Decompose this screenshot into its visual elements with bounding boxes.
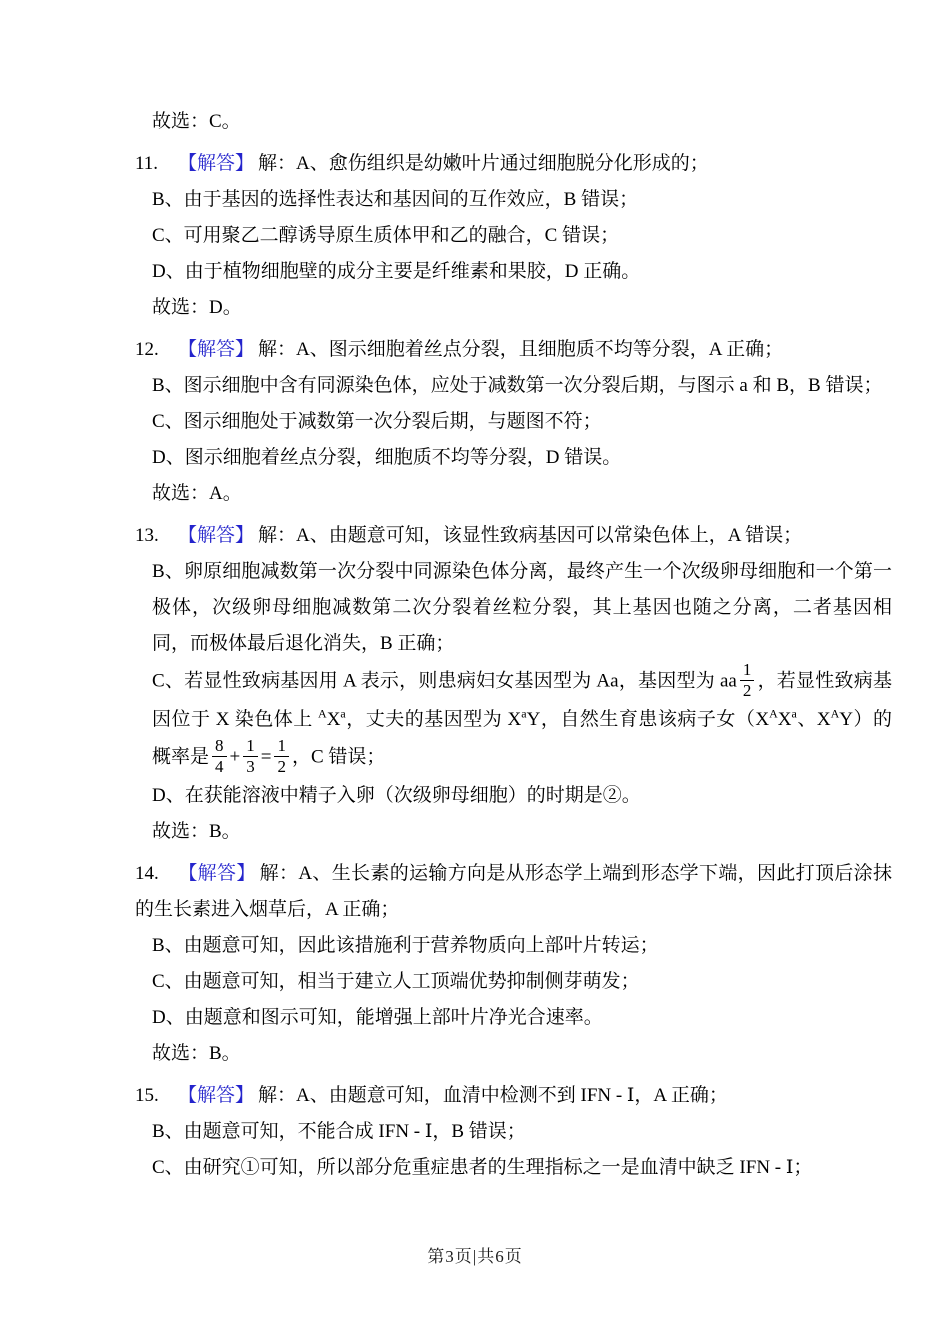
option-line: C、由题意可知，相当于建立人工顶端优势抑制侧芽萌发； xyxy=(152,971,640,993)
option-line: D、由于植物细胞壁的成分主要是纤维素和果胶，D 正确。 xyxy=(152,261,641,282)
superscript: a xyxy=(521,706,527,721)
option-line: D、图示细胞着丝点分裂，细胞质不均等分裂，D 错误。 xyxy=(152,447,622,468)
item-number: 13. xyxy=(135,525,159,546)
verdict-line: 故选：C。 xyxy=(152,111,241,132)
fraction-denominator: 4 xyxy=(215,756,224,776)
document-body xyxy=(135,104,892,1186)
option-line: C、由研究①可知，所以部分危重症患者的生理指标之一是血清中缺乏 IFN - Ⅰ； xyxy=(152,1157,813,1179)
answer-tag: 【解答】 xyxy=(178,525,255,546)
fraction-numerator: 1 xyxy=(243,736,258,757)
fraction-numerator: 1 xyxy=(740,660,755,681)
superscript: A xyxy=(318,706,327,721)
verdict-line: 故选：B。 xyxy=(152,821,241,843)
answer-tag: 【解答】 xyxy=(178,153,255,174)
fraction xyxy=(274,736,289,776)
page-number-text: 第3页|共6页 xyxy=(427,1247,523,1266)
superscript: a xyxy=(340,706,346,721)
fraction xyxy=(243,736,258,776)
item-number: 12. xyxy=(135,339,159,360)
option-line: C、图示细胞处于减数第一次分裂后期，与题图不符； xyxy=(152,411,602,432)
item-number: 14. xyxy=(135,863,159,885)
answer-tag: 【解答】 xyxy=(178,1085,255,1107)
item-number: 11. xyxy=(135,153,159,174)
answer-item: 15. 【解答】 解：A、由题意可知，血清中检测不到 IFN - Ⅰ，A 正确； xyxy=(135,1078,892,1114)
page-footer xyxy=(0,1242,950,1267)
answer-tag: 【解答】 xyxy=(178,339,255,360)
fraction-denominator: 3 xyxy=(246,756,255,776)
answer-item: 13. 【解答】 解：A、由题意可知，该显性致病基因可以常染色体上，A 错误； xyxy=(135,518,892,554)
verdict-line: 故选：D。 xyxy=(152,297,242,318)
fraction-numerator: 1 xyxy=(274,736,289,757)
option-line: C、可用聚乙二醇诱导原生质体甲和乙的融合，C 错误； xyxy=(152,225,620,246)
fraction-denominator: 2 xyxy=(277,756,286,776)
verdict-line: 故选：B。 xyxy=(152,1043,241,1065)
answer-item: 14. 【解答】 解：A、生长素的运输方向是从形态学上端到形态学下端，因此打顶后涂抹的生长素进入烟草后，A 正确； xyxy=(135,856,892,928)
superscript: a xyxy=(791,706,797,721)
fraction xyxy=(212,736,227,776)
option-line: B、由于基因的选择性表达和基因间的互作效应，B 错误； xyxy=(152,189,639,210)
option-line: B、由题意可知，因此该措施利于营养物质向上部叶片转运； xyxy=(152,935,659,957)
item-number: 15. xyxy=(135,1085,159,1107)
fraction-denominator: 2 xyxy=(742,680,752,700)
superscript: A xyxy=(769,706,778,721)
fraction-numerator: 8 xyxy=(212,736,227,757)
option-line: D、在获能溶液中精子入卵（次级卵母细胞）的时期是②。 xyxy=(152,785,641,807)
option-line: B、卵原细胞减数第一次分裂中同源染色体分离，最终产生一个次级卵母细胞和一个第一极体，次级卵母细胞减数第二次分裂着丝粒分裂，其上基因也随之分离，二者基因相同，而极体最后退化消失，B 正确； xyxy=(152,561,892,654)
superscript: A xyxy=(830,706,840,721)
answer-item: 12. 【解答】 解：A、图示细胞着丝点分裂，且细胞质不均等分裂，A 正确； xyxy=(135,332,892,368)
option-line: B、图示细胞中含有同源染色体，应处于减数第一次分裂后期，与图示 a 和 B，B 错误； xyxy=(152,375,883,396)
fraction xyxy=(740,660,755,700)
verdict-line: 故选：A。 xyxy=(152,483,242,504)
option-line: B、由题意可知，不能合成 IFN - Ⅰ，B 错误； xyxy=(152,1121,526,1143)
option-line: D、由题意和图示可知，能增强上部叶片净光合速率。 xyxy=(152,1007,603,1029)
option-line: C、若显性致病基因用 A 表示，则患病妇女基因型为 Aa，基因型为 aa $\frac{1}{2}$ ，若显性致病基因位于 X 染色体上 $^AX^a$，丈夫的基因型为 $X^aY$，自然生育患该病子女（$X^AX^a$、$X^AY$）的概率是 $\frac{8}{4}$ + $\frac{1}{3}$ = $\frac{1}{2}$ ，C 错误； xyxy=(152,660,892,776)
answer-item: 11. 【解答】 解：A、愈伤组织是幼嫩叶片通过细胞脱分化形成的； xyxy=(135,146,892,182)
answer-tag: 【解答】 xyxy=(178,863,256,885)
